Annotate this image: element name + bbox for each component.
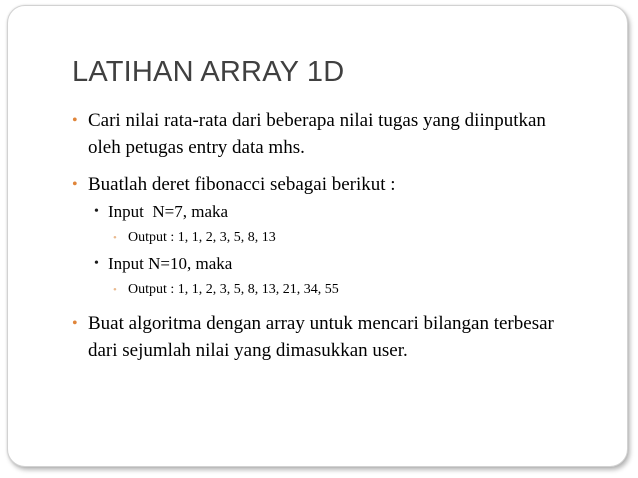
sub-bullet-text: Input N=7, maka: [108, 202, 229, 221]
sub-sub-bullet-icon: •: [113, 284, 117, 296]
slide-title: LATIHAN ARRAY 1D: [72, 56, 345, 88]
sub-sub-bullet-text: Output : 1, 1, 2, 3, 5, 8, 13: [128, 230, 276, 245]
sub-bullet-text: Input N=10, maka: [108, 254, 233, 273]
bullet-icon: •: [72, 176, 78, 193]
bullet-icon: •: [72, 112, 78, 129]
bullet-text: Buat algoritma dengan array untuk mencari bilangan terbesar dari sejumlah nilai yang dimasukkan user.: [88, 313, 554, 361]
bullet-icon: •: [72, 315, 78, 332]
sub-sub-bullet-icon: •: [113, 232, 117, 244]
sub-bullet-icon: •: [94, 204, 99, 219]
sub-bullet-icon: •: [94, 256, 99, 271]
bullet-text: Buatlah deret fibonacci sebagai berikut :: [88, 174, 396, 195]
bullet-text: Cari nilai rata-rata dari beberapa nilai tugas yang diinputkan oleh petugas entry data mhs.: [88, 110, 546, 158]
sub-sub-bullet-text: Output : 1, 1, 2, 3, 5, 8, 13, 21, 34, 55: [128, 282, 339, 297]
